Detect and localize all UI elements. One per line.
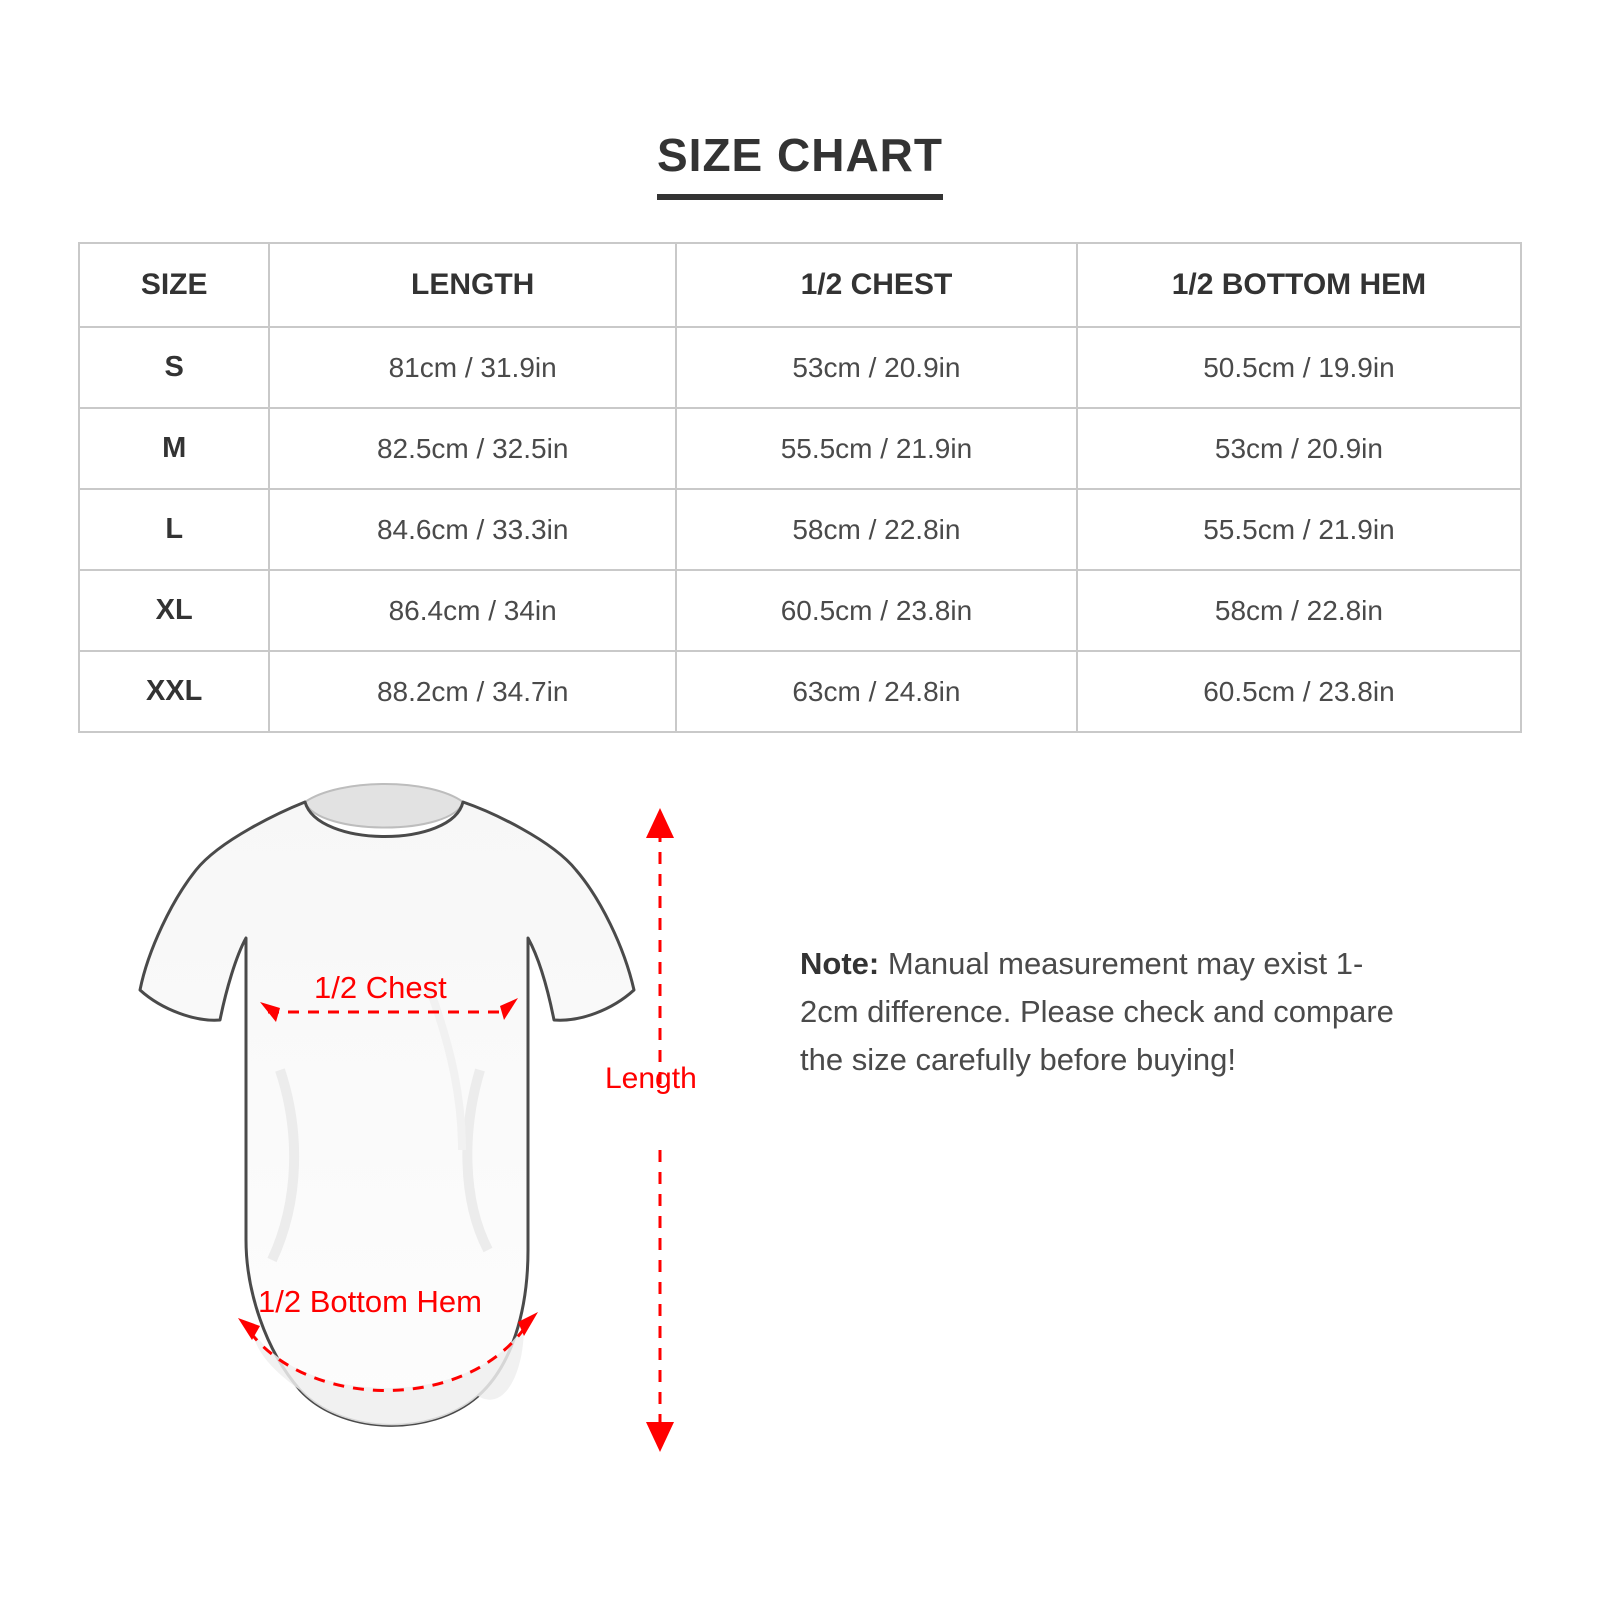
- chest-label: 1/2 Chest: [314, 970, 447, 1005]
- cell-half-chest: 63cm / 24.8in: [676, 651, 1077, 732]
- cell-length: 82.5cm / 32.5in: [269, 408, 676, 489]
- cell-half-chest: 53cm / 20.9in: [676, 327, 1077, 408]
- column-header-half-chest: 1/2 CHEST: [676, 243, 1077, 327]
- tshirt-body-outline: [140, 802, 634, 1425]
- length-arrow-down: [646, 1422, 674, 1452]
- column-header-length: LENGTH: [269, 243, 676, 327]
- column-header-size: SIZE: [79, 243, 269, 327]
- size-chart-table: [78, 242, 1522, 733]
- bottom-hem-arrow-left: [238, 1318, 260, 1340]
- cell-half-chest: 55.5cm / 21.9in: [676, 408, 1077, 489]
- cell-length: 84.6cm / 33.3in: [269, 489, 676, 570]
- table-row: [79, 651, 1521, 732]
- length-arrow-svg: [600, 790, 800, 1470]
- cell-size: XXL: [79, 651, 269, 732]
- table-row: [79, 570, 1521, 651]
- cell-length: 86.4cm / 34in: [269, 570, 676, 651]
- cell-half-bottom-hem: 55.5cm / 21.9in: [1077, 489, 1521, 570]
- table-row: [79, 489, 1521, 570]
- note-label: Note:: [800, 946, 880, 981]
- cell-half-bottom-hem: 53cm / 20.9in: [1077, 408, 1521, 489]
- page-title-container: [0, 128, 1600, 200]
- length-arrow-up: [646, 808, 674, 838]
- cell-half-bottom-hem: 50.5cm / 19.9in: [1077, 327, 1521, 408]
- note-text: [800, 940, 1420, 1084]
- cell-length: 81cm / 31.9in: [269, 327, 676, 408]
- cell-size: L: [79, 489, 269, 570]
- table-header-row: [79, 243, 1521, 327]
- table-row: [79, 327, 1521, 408]
- length-measure-arrow: [600, 790, 800, 1470]
- column-header-half-bottom-hem: 1/2 BOTTOM HEM: [1077, 243, 1521, 327]
- cell-length: 88.2cm / 34.7in: [269, 651, 676, 732]
- cell-half-bottom-hem: 60.5cm / 23.8in: [1077, 651, 1521, 732]
- cell-half-bottom-hem: 58cm / 22.8in: [1077, 570, 1521, 651]
- cell-half-chest: 58cm / 22.8in: [676, 489, 1077, 570]
- table-row: [79, 408, 1521, 489]
- cell-size: XL: [79, 570, 269, 651]
- note-body: Manual measurement may exist 1-2cm difference. Please check and compare the size carefully before buying!: [800, 946, 1394, 1077]
- bottom-hem-label: 1/2 Bottom Hem: [258, 1284, 482, 1319]
- cell-half-chest: 60.5cm / 23.8in: [676, 570, 1077, 651]
- length-label: Length: [605, 1062, 697, 1095]
- page-title: SIZE CHART: [657, 128, 943, 200]
- cell-size: S: [79, 327, 269, 408]
- size-chart-table-container: [78, 242, 1522, 733]
- cell-size: M: [79, 408, 269, 489]
- collar-shape: [305, 784, 463, 828]
